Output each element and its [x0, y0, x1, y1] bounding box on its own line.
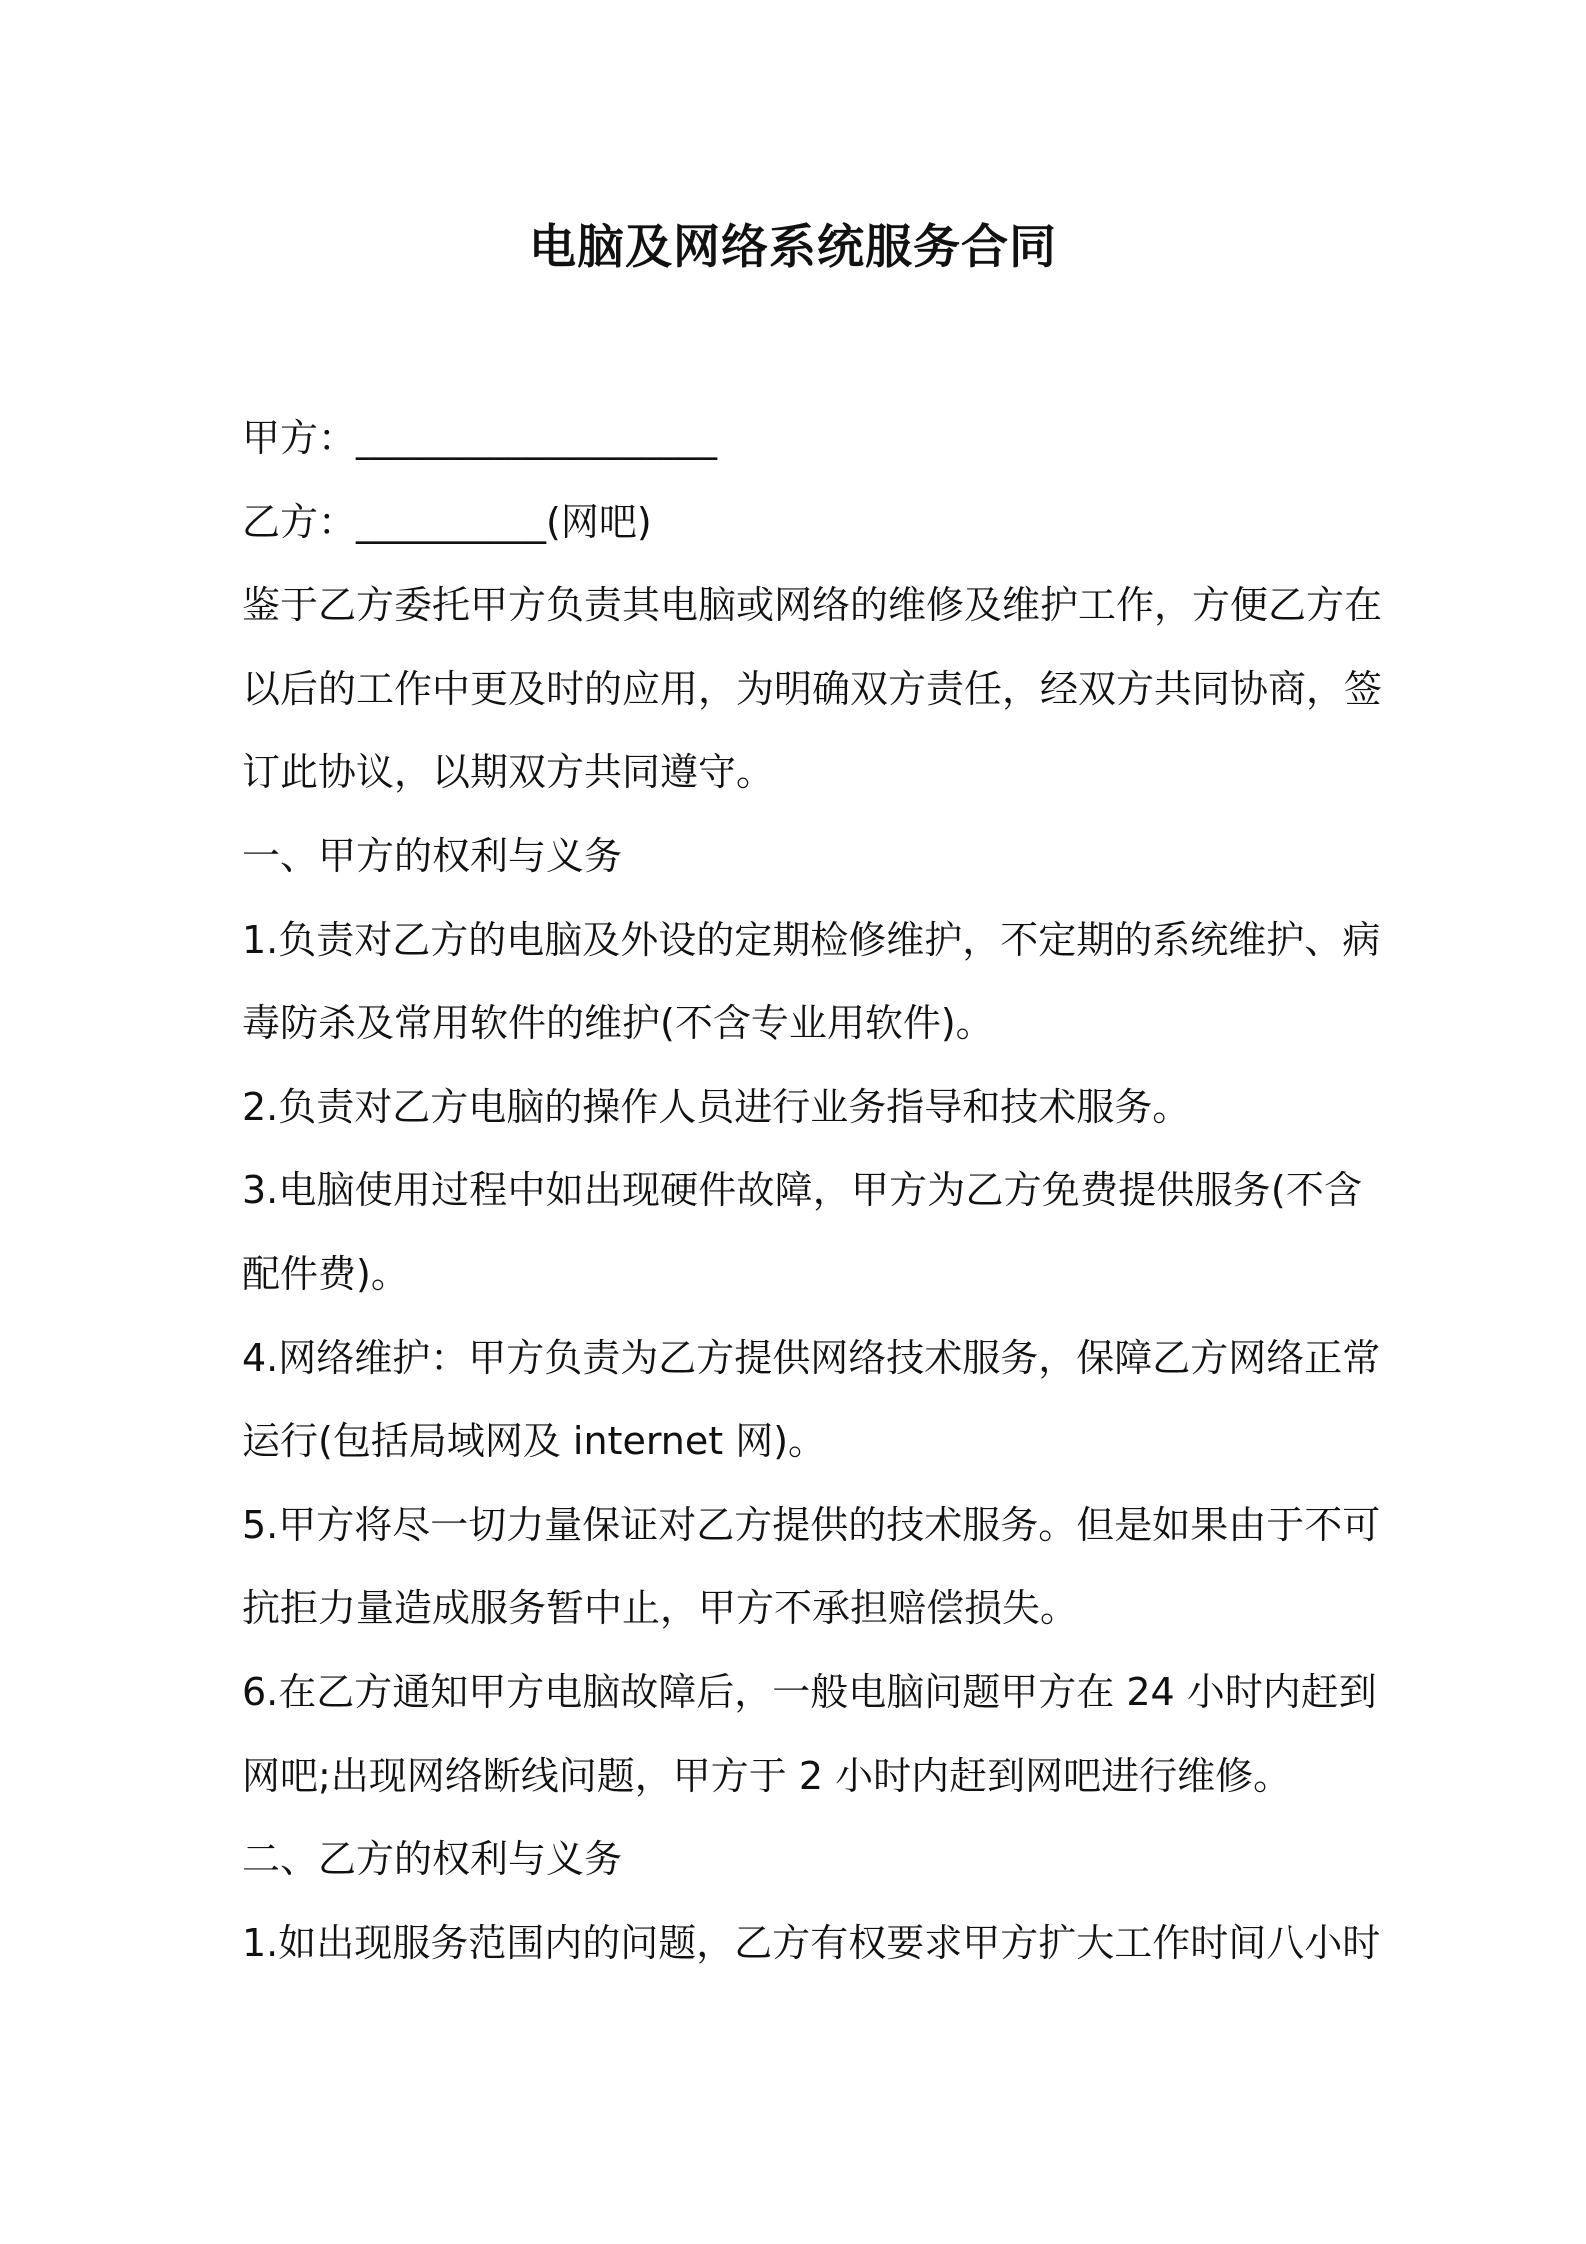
clause-line: 网吧;出现网络断线问题，甲方于 2 小时内赶到网吧进行维修。: [242, 1753, 1292, 1798]
party-a-line: 甲方：___________________: [242, 416, 718, 460]
document-title: 电脑及网络系统服务合同: [529, 220, 1057, 275]
clause-line: 3.电脑使用过程中如出现硬件故障，甲方为乙方免费提供服务(不含: [242, 1168, 1362, 1213]
clause-line: 毒防杀及常用软件的维护(不含专业用软件)。: [242, 1001, 994, 1046]
preamble-line: 订此协议，以期双方共同遵守。: [242, 750, 775, 795]
clause-line: 配件费)。: [242, 1251, 409, 1296]
section-heading: 二、乙方的权利与义务: [242, 1837, 623, 1882]
clause-line: 抗拒力量造成服务暂中止，甲方不承担赔偿损失。: [242, 1586, 1079, 1631]
clause-line: 2.负责对乙方电脑的操作人员进行业务指导和技术服务。: [242, 1084, 1191, 1129]
party-b-line: 乙方：__________(网吧): [242, 499, 652, 544]
clause-line: 1.负责对乙方的电脑及外设的定期检修维护，不定期的系统维护、病: [242, 917, 1381, 962]
clause-line: 5.甲方将尽一切力量保证对乙方提供的技术服务。但是如果由于不可: [242, 1502, 1381, 1547]
preamble-line: 以后的工作中更及时的应用，为明确双方责任，经双方共同协商，签: [242, 666, 1383, 711]
section-heading: 一、甲方的权利与义务: [242, 833, 623, 878]
clause-line: 1.如出现服务范围内的问题，乙方有权要求甲方扩大工作时间八小时: [242, 1920, 1381, 1965]
clause-line: 运行(包括局域网及 internet 网)。: [242, 1419, 827, 1464]
preamble-line: 鉴于乙方委托甲方负责其电脑或网络的维修及维护工作，方便乙方在: [242, 583, 1383, 628]
clause-line: 4.网络维护：甲方负责为乙方提供网络技术服务，保障乙方网络正常: [242, 1335, 1381, 1380]
clause-line: 6.在乙方通知甲方电脑故障后，一般电脑问题甲方在 24 小时内赶到: [242, 1669, 1377, 1714]
document-body: [242, 397, 1383, 1985]
